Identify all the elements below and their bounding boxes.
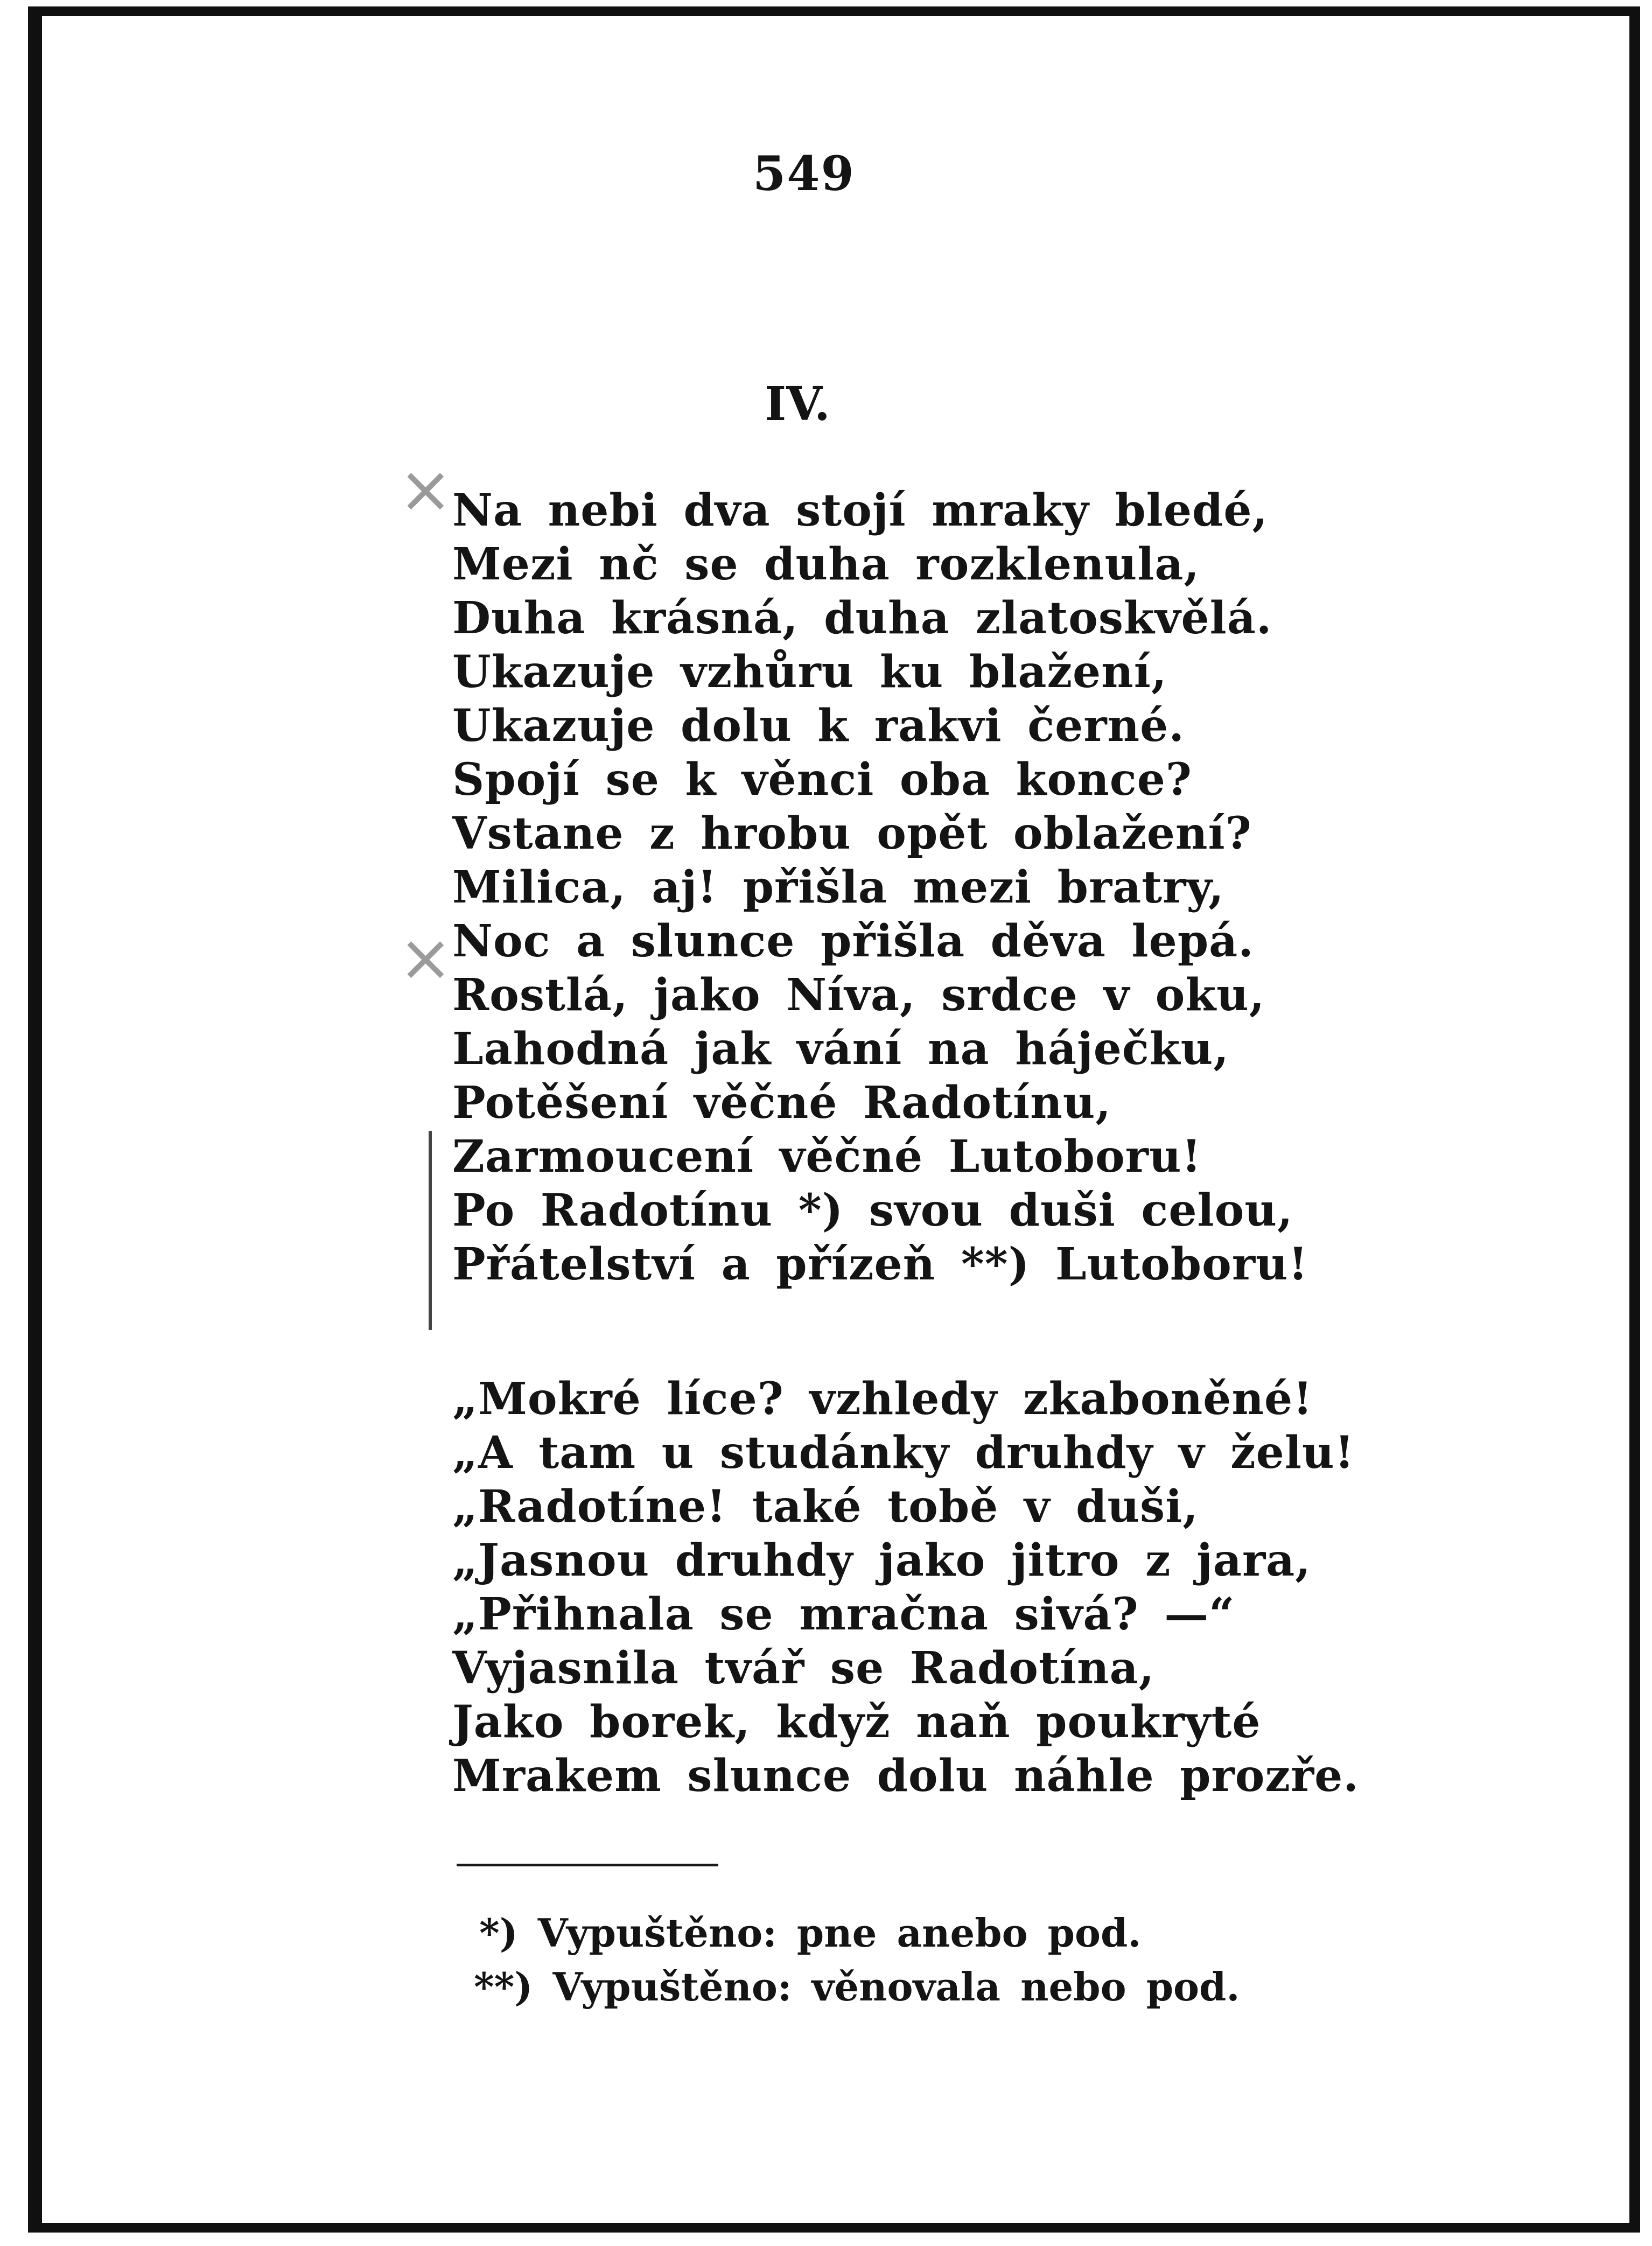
poem-line: „Jasnou druhdy jako jitro z jara, (452, 1535, 1311, 1586)
poem-line: Rostlá, jako Níva, srdce v oku, (452, 969, 1265, 1021)
poem-line: Milica, aj! přišla mezi bratry, (452, 862, 1224, 913)
poem-stanza-1 (452, 484, 1308, 1291)
poem-line: Mezi nč se duha rozklenula, (452, 538, 1200, 590)
poem-line: Na nebi dva stojí mraky bledé, (452, 485, 1269, 536)
poem-line: Noc a slunce přišla děva lepá. (452, 915, 1254, 967)
footnote: **) Vypuštěno: věnovala nebo pod. (474, 1964, 1240, 2010)
footnotes (474, 1906, 1240, 2014)
poem-line: „Radotíne! také tobě v duši, (452, 1481, 1199, 1533)
poem-line: Spojí se k věnci oba konce? (452, 754, 1192, 806)
page-number: 549 (753, 145, 855, 201)
footnote: *) Vypuštěno: pne anebo pod. (479, 1910, 1142, 1956)
margin-marking-line (429, 1131, 432, 1330)
pencil-cross-mark: × (398, 921, 453, 996)
poem-line: „A tam u studánky druhdy v želu! (452, 1427, 1355, 1479)
section-heading: IV. (765, 377, 830, 431)
poem-line: Duha krásná, duha zlatoskvělá. (452, 592, 1272, 644)
poem-line: Jako borek, když naň poukryté (452, 1696, 1261, 1748)
poem-line: Přátelství a přízeň **) Lutoboru! (452, 1239, 1308, 1290)
poem-line: Zarmoucení věčné Lutoboru! (452, 1131, 1202, 1183)
scan-left-edge (0, 0, 28, 2246)
poem-stanza-2 (452, 1372, 1359, 1803)
poem-line: Po Radotínu *) svou duši celou, (452, 1185, 1293, 1236)
poem-line: „Mokré líce? vzhledy zkaboněné! (452, 1373, 1313, 1425)
poem-line: Ukazuje vzhůru ku blažení, (452, 646, 1167, 698)
footnote-divider (457, 1864, 718, 1866)
pencil-cross-mark: × (398, 452, 453, 527)
poem-line: „Přihnala se mračna sivá? —“ (452, 1589, 1235, 1640)
poem-line: Mrakem slunce dolu náhle prozře. (452, 1750, 1359, 1802)
poem-line: Potěšení věčné Radotínu, (452, 1077, 1111, 1129)
poem-line: Vstane z hrobu opět oblažení? (452, 808, 1252, 859)
poem-line: Lahodná jak vání na háječku, (452, 1023, 1229, 1075)
poem-line: Vyjasnila tvář se Radotína, (452, 1642, 1155, 1694)
poem-line: Ukazuje dolu k rakvi černé. (452, 700, 1185, 752)
